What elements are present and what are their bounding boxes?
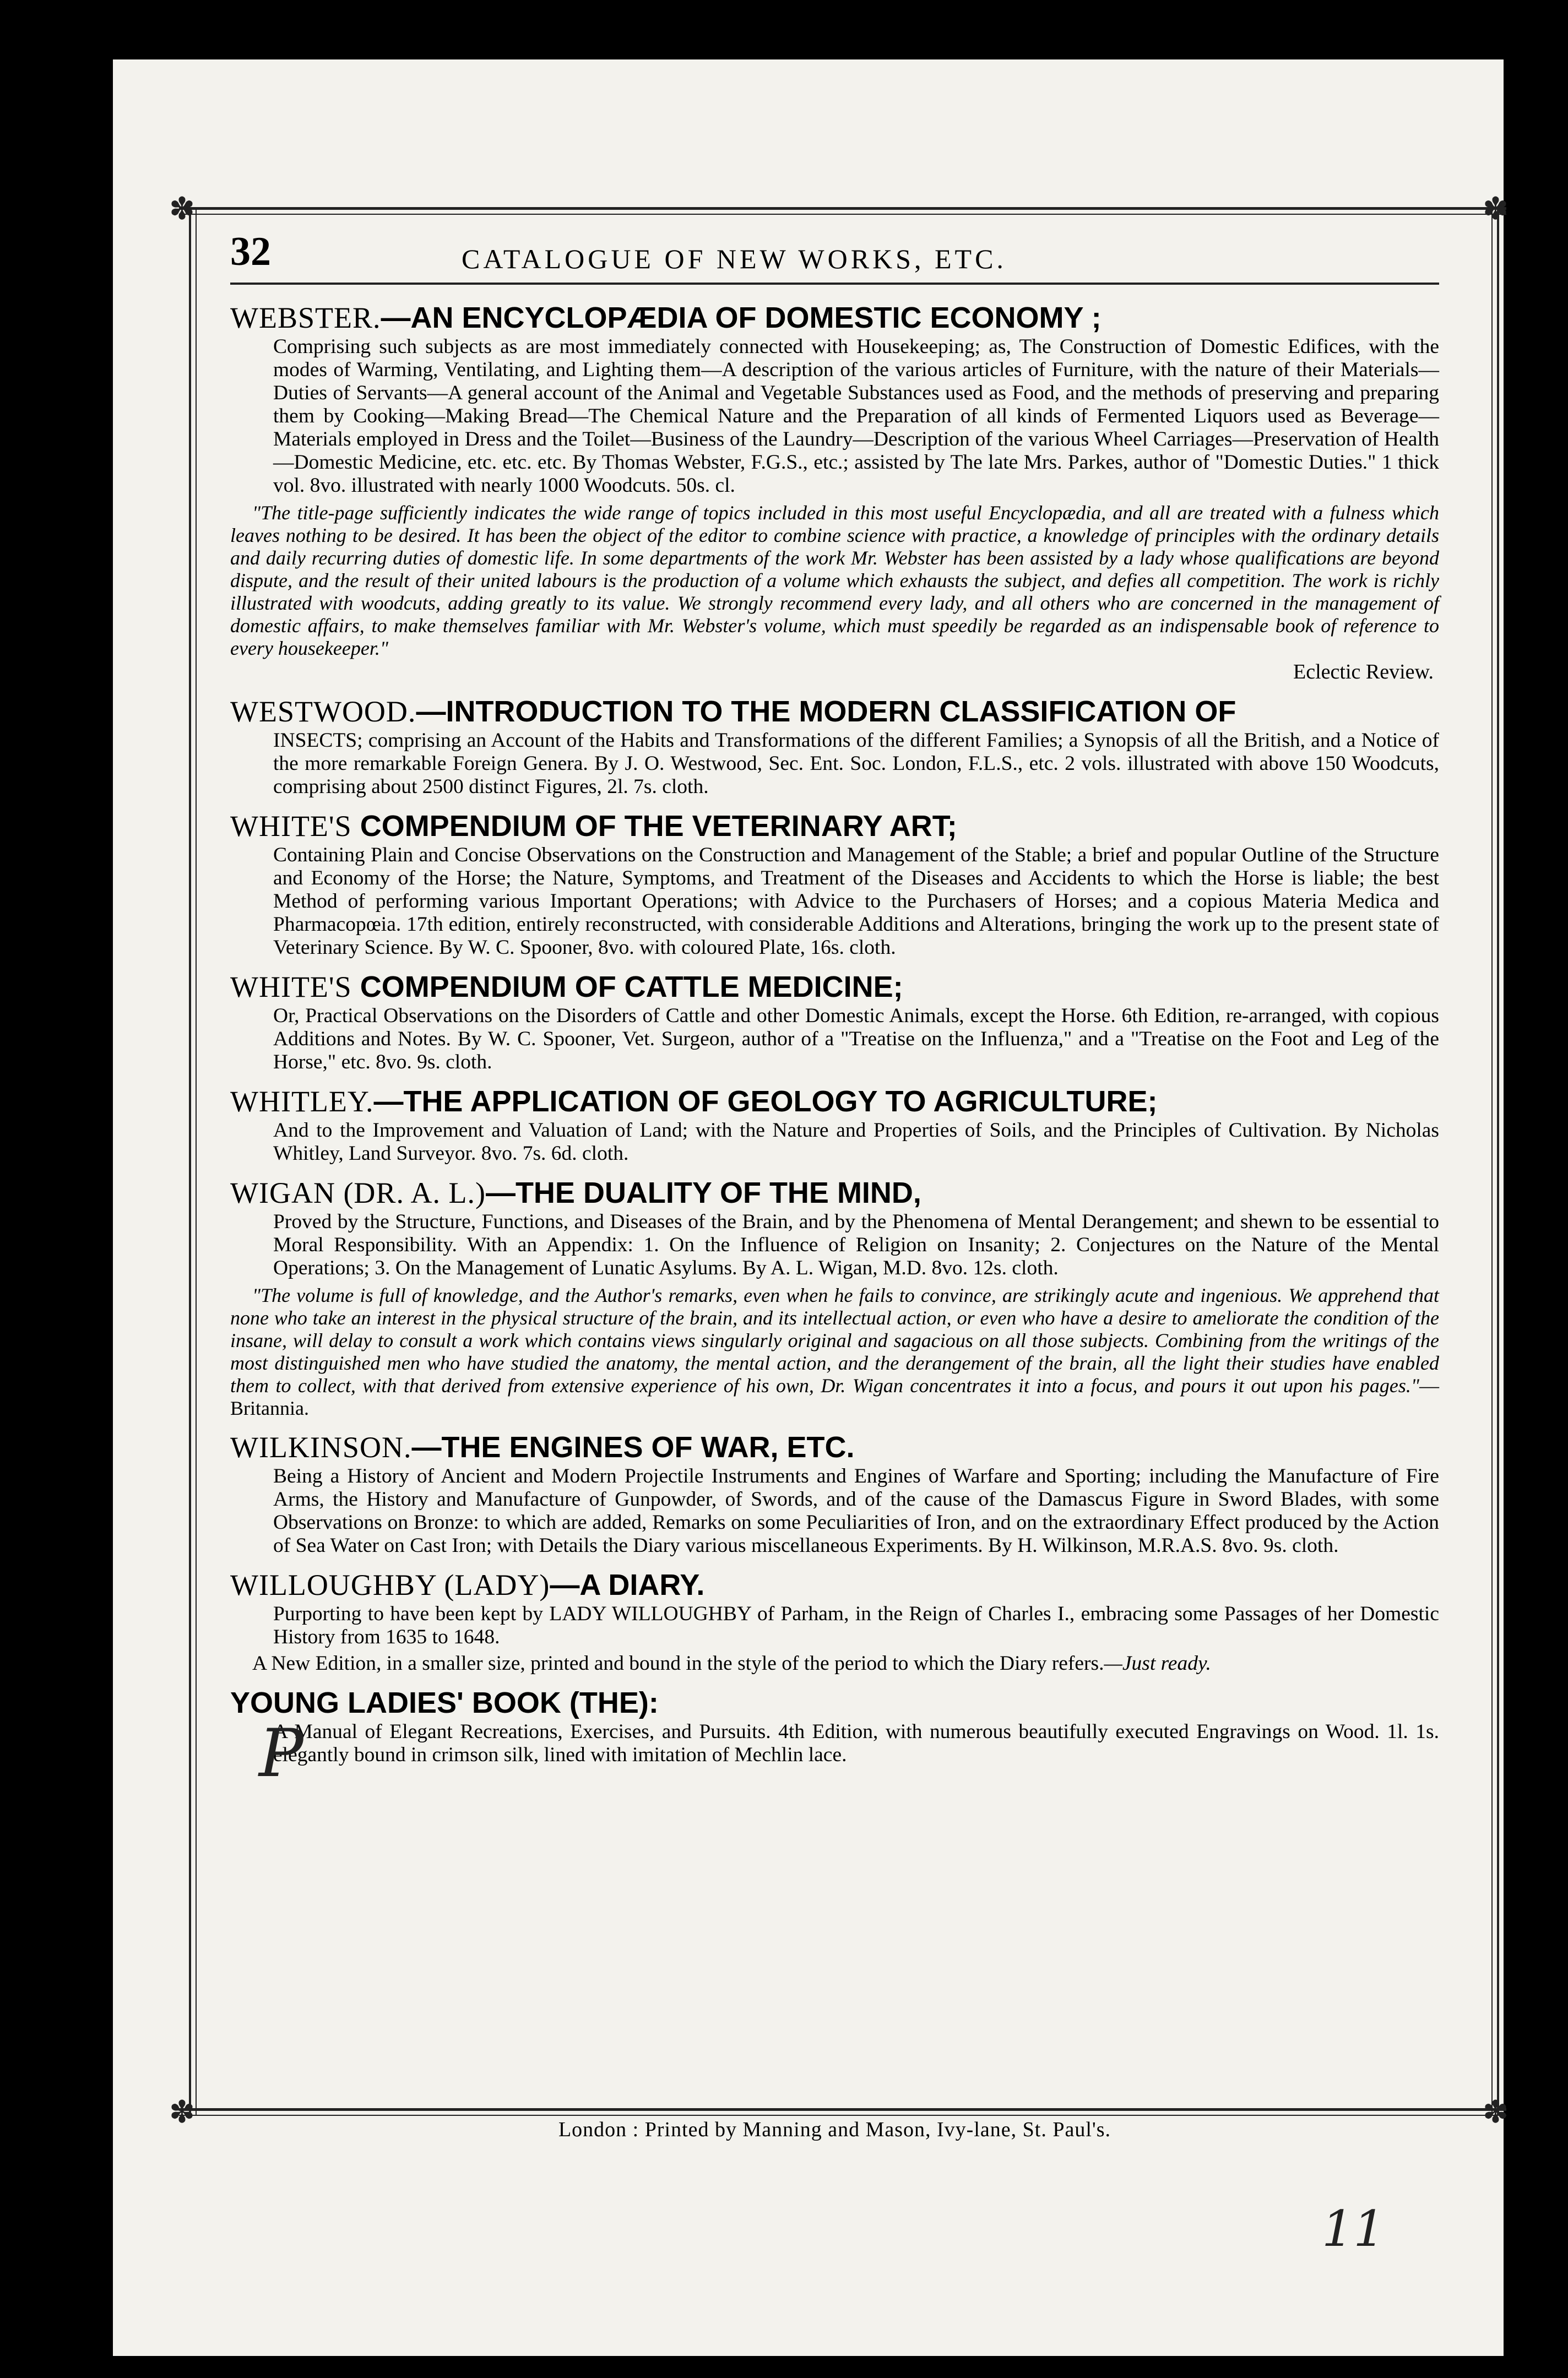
- entry-description: INSECTS; comprising an Account of the Habits and Transformations of the different Families; a Synopsis of all the British, and a Notice of the more remarkable Foreign Genera. By J. O. Westwood, Sec. Ent. Soc. London, F.L.S., etc. 2 vols. illustrated with above 150 Woodcuts, comprising about 2500 distinct Figures, 2l. 7s. cloth.: [273, 729, 1439, 798]
- frame-right-rule-inner: [1491, 207, 1493, 2116]
- entry-title: —THE APPLICATION OF GEOLOGY TO AGRICULTURE;: [373, 1085, 1158, 1118]
- entry-white-veterinary: [230, 808, 1439, 959]
- entry-author: WHITE'S: [230, 810, 352, 843]
- printer-imprint: London : Printed by Manning and Mason, Ivy-lane, St. Paul's.: [558, 2118, 1111, 2141]
- corner-ornament-icon: ✽: [1483, 2095, 1509, 2130]
- entry-young-ladies-book: [230, 1685, 1439, 1767]
- entry-author: WILKINSON.: [230, 1431, 412, 1464]
- entry-wilkinson: [230, 1430, 1439, 1557]
- entry-title: YOUNG LADIES' BOOK (THE):: [230, 1686, 659, 1719]
- entry-description: A Manual of Elegant Recreations, Exercises, and Pursuits. 4th Edition, with numerous beautifully executed Engravings on Wood. 1l. 1s. elegantly bound in crimson silk, lined with imitation of Mechlin lace.: [273, 1720, 1439, 1766]
- corner-ornament-icon: ✽: [169, 192, 195, 226]
- review-quote: [230, 1284, 1439, 1420]
- entry-whitley: [230, 1084, 1439, 1165]
- handwritten-number-mark: 11: [1322, 2200, 1385, 2258]
- page-header: [230, 218, 1439, 284]
- frame-bottom-rule-inner: [179, 2115, 1506, 2116]
- frame-top-rule: [179, 207, 1506, 210]
- entry-wigan: [230, 1175, 1439, 1420]
- entry-heading: [230, 1567, 1439, 1603]
- entry-title: —A DIARY.: [550, 1568, 705, 1601]
- page-number: 32: [230, 229, 271, 274]
- header-rule: [230, 283, 1439, 285]
- corner-ornament-icon: ✽: [169, 2095, 195, 2130]
- entry-webster: [230, 300, 1439, 684]
- edition-note-text: A New Edition, in a smaller size, printed and bound in the style of the period to which the Diary refers.: [252, 1652, 1104, 1675]
- frame-left-rule: [189, 207, 191, 2116]
- entry-heading: [230, 1175, 1439, 1210]
- entry-title: COMPENDIUM OF THE VETERINARY ART;: [351, 810, 957, 843]
- entry-description: And to the Improvement and Valuation of Land; with the Nature and Properties of Soils, and the Principles of Cultivation. By Nicholas Whitley, Land Surveyor. 8vo. 7s. 6d. cloth.: [273, 1119, 1439, 1165]
- entry-white-cattle: [230, 969, 1439, 1074]
- entry-description: Comprising such subjects as are most immediately connected with Housekeeping; as, The Construction of Domestic Edifices, with the modes of Warming, Ventilating, and Lighting them—A description of the various articles of Furniture, with the nature of their Materials—Duties of Servants—A general account of the Animal and Vegetable Substances used as Food, and the methods of preserving and preparing them by Cooking—Making Bread—The Chemical Nature and the Preparation of all kinds of Fermented Liquors used as Beverage—Materials employed in Dress and the Toilet—Business of the Laundry—Description of the various Wheel Carriages—Preservation of Health—Domestic Medicine, etc. etc. etc. By Thomas Webster, F.G.S., etc.; assisted by The late Mrs. Parkes, author of "Domestic Duties." 1 thick vol. 8vo. illustrated with nearly 1000 Woodcuts. 50s. cl.: [273, 335, 1439, 497]
- entry-title: —AN ENCYCLOPÆDIA OF DOMESTIC ECONOMY ;: [381, 301, 1102, 334]
- review-text: "The volume is full of knowledge, and the Author's remarks, even when he fails to convince, are strikingly acute and ingenious. We apprehend that none who take an interest in the physical structure of the brain, and its intellectual action, or even who have a desire to ameliorate the condition of the insane, will delay to consult a work which contains views singularly original and sagacious on all those subjects. Combining from the writings of the most distinguished men who have studied the anatomy, the mental action, and the derangement of the brain, all the light their studies have enabled them to collect, with that derived from extensive experience of his own, Dr. Wigan concentrates it into a focus, and pours it out upon his pages.": [230, 1284, 1439, 1397]
- entry-author: WESTWOOD.: [230, 695, 416, 728]
- entry-author: WILLOUGHBY (LADY): [230, 1568, 550, 1601]
- entry-title: —THE ENGINES OF WAR, ETC.: [411, 1431, 855, 1464]
- review-quote: "The title-page sufficiently indicates the wide range of topics included in this most useful Encyclopædia, and all are treated with a fulness which leaves nothing to be desired. It has been the object of the editor to combine science with practice, a knowledge of principles with the ordinary details and daily recurring duties of domestic life. In some departments of the work Mr. Webster has been assisted by a lady whose qualifications are beyond dispute, and the result of their united labours is the production of a volume which exhausts the subject, and defies all competition. The work is richly illustrated with woodcuts, adding greatly to its value. We strongly recommend every lady, and all others who are concerned in the management of domestic affairs, to make themselves familiar with Mr. Webster's volume, which must speedily be regarded as an indispensable book of reference to every housekeeper.": [230, 502, 1439, 659]
- entry-westwood: [230, 694, 1439, 799]
- entry-heading: [230, 1430, 1439, 1465]
- running-title: CATALOGUE OF NEW WORKS, ETC.: [462, 243, 1007, 274]
- entry-heading: [230, 1685, 1439, 1720]
- review-source: —Britannia.: [230, 1375, 1439, 1419]
- edition-note-status: —Just ready.: [1104, 1652, 1211, 1675]
- entry-heading: [230, 1084, 1439, 1119]
- entry-heading: [230, 300, 1439, 335]
- catalogue-content: [230, 218, 1439, 2141]
- entry-description: Containing Plain and Concise Observations on the Construction and Management of the Stable; a brief and popular Outline of the Structure and Economy of the Horse; the Nature, Symptoms, and Treatment of the Diseases and Accidents to which the Horse is liable; the best Method of performing various Important Operations; with Advice to the Purchasers of Horses; and a copious Materia Medica and Pharmacopœia. 17th edition, entirely reconstructed, with considerable Additions and Alterations, bringing the work up to the present state of Veterinary Science. By W. C. Spooner, 8vo. with coloured Plate, 16s. cloth.: [273, 844, 1439, 959]
- edition-note: [252, 1652, 1439, 1675]
- entry-willoughby: [230, 1567, 1439, 1675]
- entry-heading: [230, 808, 1439, 844]
- corner-ornament-icon: ✽: [1483, 192, 1509, 226]
- entry-author: WIGAN (DR. A. L.): [230, 1176, 486, 1209]
- entry-description: Proved by the Structure, Functions, and Diseases of the Brain, and by the Phenomena of Mental Derangement; and shewn to be essential to Moral Responsibility. With an Appendix: 1. On the Influence of Religion on Insanity; 2. Conjectures on the Nature of the Mental Operations; 3. On the Management of Lunatic Asylums. By A. L. Wigan, M.D. 8vo. 12s. cloth.: [273, 1210, 1439, 1279]
- entry-heading: [230, 694, 1439, 729]
- frame-right-rule: [1497, 207, 1499, 2116]
- entry-heading: [230, 969, 1439, 1005]
- frame-left-rule-inner: [196, 207, 197, 2116]
- entry-author: WHITE'S: [230, 970, 352, 1003]
- entry-description: Purporting to have been kept by LADY WILLOUGHBY of Parham, in the Reign of Charles I., embracing some Passages of her Domestic History from 1635 to 1648.: [273, 1603, 1439, 1648]
- entry-title: COMPENDIUM OF CATTLE MEDICINE;: [351, 970, 903, 1003]
- entry-title: —INTRODUCTION TO THE MODERN CLASSIFICATION OF: [416, 695, 1236, 728]
- entry-description: Or, Practical Observations on the Disorders of Cattle and other Domestic Animals, except the Horse. 6th Edition, re-arranged, with copious Additions and Notes. By W. C. Spooner, Vet. Surgeon, author of a "Treatise on the Influenza," and a "Treatise on the Foot and Leg of the Horse," etc. 8vo. 9s. cloth.: [273, 1005, 1439, 1073]
- frame-top-rule-inner: [179, 214, 1506, 215]
- frame-bottom-rule: [179, 2108, 1506, 2111]
- entry-author: WHITLEY.: [230, 1085, 374, 1118]
- handwritten-initials-mark: P: [259, 1715, 303, 1792]
- review-source: Eclectic Review.: [1293, 660, 1434, 683]
- entry-description: Being a History of Ancient and Modern Projectile Instruments and Engines of Warfare and Sporting; including the Manufacture of Fire Arms, the History and Manufacture of Gunpowder, of Swords, and of the cause of the Damascus Figure in Sword Blades, with some Observations on Bronze: to which are added, Remarks on some Peculiarities of Iron, and on the extraordinary Effect produced by the Action of Sea Water on Cast Iron; with Details the Diary various miscellaneous Experiments. By H. Wilkinson, M.R.A.S. 8vo. 9s. cloth.: [273, 1465, 1439, 1557]
- entry-title: —THE DUALITY OF THE MIND,: [485, 1176, 921, 1209]
- entry-list: [230, 300, 1439, 1777]
- entry-author: WEBSTER.: [230, 301, 381, 334]
